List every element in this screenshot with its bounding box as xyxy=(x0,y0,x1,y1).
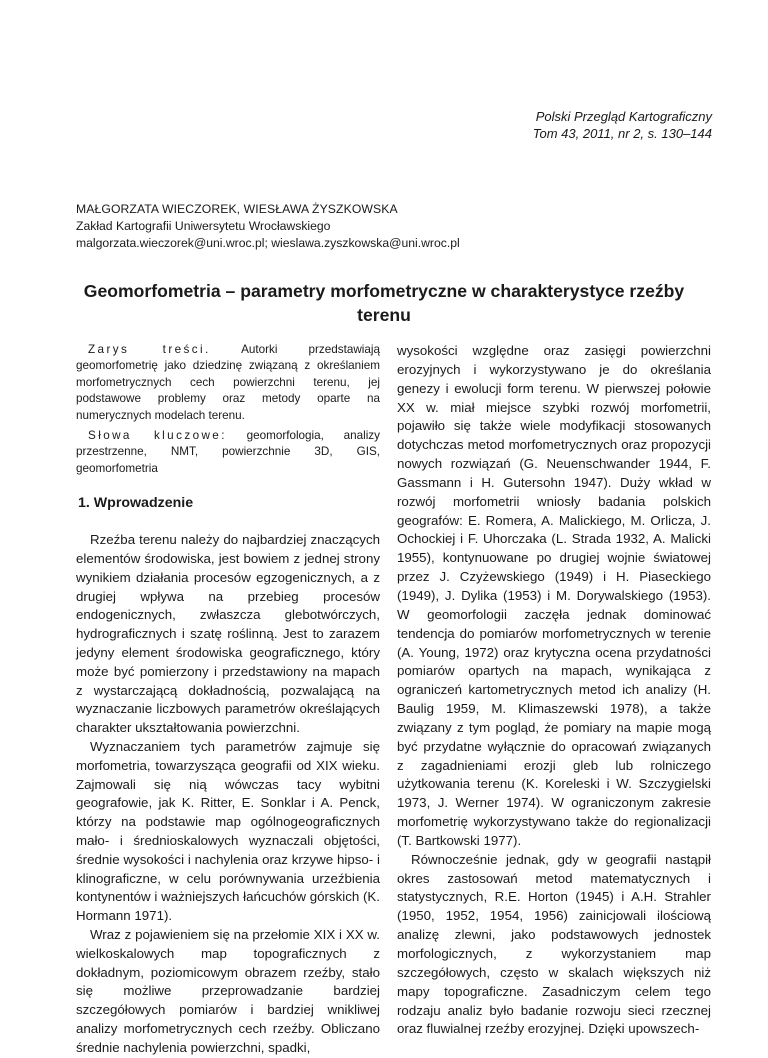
right-column xyxy=(397,342,711,1039)
paragraph: Wyznaczaniem tych parametrów zajmuje się morfometria, towarzysząca geografii od XIX wieku. Zajmowali się nią wówczas tacy wybitni geografowie, jak K. Ritter, E. Sonklar i A. Penck, którzy na podstawie map ogólnogeograficznych mało- i średnioskalowych wyznaczali objętości, średnie wysokości i nachylenia oraz krzywe hipso- i klinograficzne, w celu porównywania urzeźbienia kontynentów i ważniejszych łańcuchów górskich (K. Hormann 1971). xyxy=(76,739,380,924)
keywords-paragraph xyxy=(76,428,380,477)
author-emails: malgorzata.wieczorek@uni.wroc.pl; wieslawa.zyszkowska@uni.wroc.pl xyxy=(76,236,460,250)
author-affiliation: Zakład Kartografii Uniwersytetu Wrocławskiego xyxy=(76,219,331,233)
section-heading: 1. Wprowadzenie xyxy=(78,495,194,512)
abstract-label: Zarys treści. xyxy=(88,343,211,356)
journal-issue: Tom 43, 2011, nr 2, s. 130–144 xyxy=(532,126,712,141)
left-body-text xyxy=(76,531,380,1057)
paragraph: Równocześnie jednak, gdy w geografii nastąpił okres zastosowań metod matematycznych i statystycznych, R.E. Horton (1945) i A.H. Strahler (1950, 1952, 1954, 1956) zainicjowali ilościową analizę zlewni, jako podstawowych jednostek morfologicznych, z wykorzystaniem map szczegółowych, często w skalach większych niż mapy topograficzne. Zasadniczym celem tego rodzaju analiz było badanie rozwoju sieci rzecznej oraz fluwialnej rzeźby erozyjnej. Dzięki upowszech- xyxy=(397,851,711,1037)
keywords-label: Słowa kluczowe: xyxy=(88,429,227,443)
abstract-text: Autorki przedstawiają geomorfometrię jako dziedzinę związaną z określaniem morfometrycznych cech powierzchni terenu, jej podstawowe problemy oraz metody oparte na numerycznych modelach terenu. xyxy=(76,343,380,422)
paragraph: Wraz z pojawieniem się na przełomie XIX i XX w. wielkoskalowych map topograficznych z dokładnym, poziomicowym obrazem rzeźby, stało się możliwe przeprowadzanie bardziej szczegółowych pomiarów i bardziej wnikliwej analizy morfometrycznych cech rzeźby. Obliczano średnie nachylenia powierzchni, spadki, xyxy=(76,926,380,1055)
paper-title: Geomorfometria – parametry morfometryczne w charakterystyce rzeźby terenu xyxy=(83,281,685,325)
journal-name: Polski Przegląd Kartograficzny xyxy=(535,109,712,124)
left-column xyxy=(76,342,380,1058)
author-block xyxy=(76,201,460,252)
right-body-text xyxy=(397,342,711,1039)
journal-header xyxy=(533,108,712,142)
abstract-paragraph xyxy=(76,342,380,424)
abstract xyxy=(76,342,380,477)
keywords-text: geomorfologia, analizy przestrzenne, NMT, powierzchnie 3D, GIS, geomorfometria xyxy=(76,429,380,475)
paragraph: wysokości względne oraz zasięgi powierzchni erozyjnych i wykorzystywano je do określania genezy i ewolucji form terenu. W pierwszej połowie XX w. miał miejsce szybki rozwój morfometrii, pojawiło się także wiele modyfikacji stosowanych dotychczas metod morfometrycznych oraz propozycji nowych rozwiązań (G. Neuenschwander 1944, F. Gassmann i H. Gutersohn 1947). Duży wkład w rozwój morfometrii wniosły badania polskich geografów: E. Romera, A. Malickiego, M. Orlicza, J. Ochockiej i F. Uhorczaka (L. Strada 1932, A. Malicki 1955), kontynuowane po drugiej wojnie światowej przez J. Czyżewskiego (1949) i H. Piaseckiego (1949), J. Dylika (1953) i M. Dorywalskiego (1953). W geomorfologii zaczęła jednak dominować tendencja do pomiarów morfometrycznych w terenie (A. Young, 1972) oraz krytyczna ocena przydatności pomiarów opartych na mapach, wynikająca z ograniczeń kartometrycznych metod ich analizy (H. Baulig 1959, M. Klimaszewski 1978), a także związany z tym pogląd, że pomiary na mapie mogą być przydatne wyłącznie do opracowań związanych z zagadnieniami erozji gleb lub rolniczego użytkowania terenu (K. Koreleski i W. Szczygielski 1973, J. Werner 1974). W ograniczonym zakresie morfometrię wykorzystywano także do regionalizacji (T. Bartkowski 1977). xyxy=(397,343,711,848)
author-names: MAŁGORZATA WIECZOREK, WIESŁAWA ŻYSZKOWSKA xyxy=(76,202,398,216)
paragraph: Rzeźba terenu należy do najbardziej znaczących elementów środowiska, jest bowiem z jednej strony wynikiem działania procesów egzogenicznych, a z drugiej wpływa na przebieg procesów endogenicznych, zwłaszcza glebotwórczych, hydrograficznych i szatę roślinną. Jest to zarazem jedyny element środowiska geograficznego, który może być pomierzony i przedstawiony na mapach z wystarczającą dokładnością, pozwalającą na wyznaczanie liczbowych parametrów określających charakter ukształtowania powierzchni. xyxy=(76,532,380,736)
